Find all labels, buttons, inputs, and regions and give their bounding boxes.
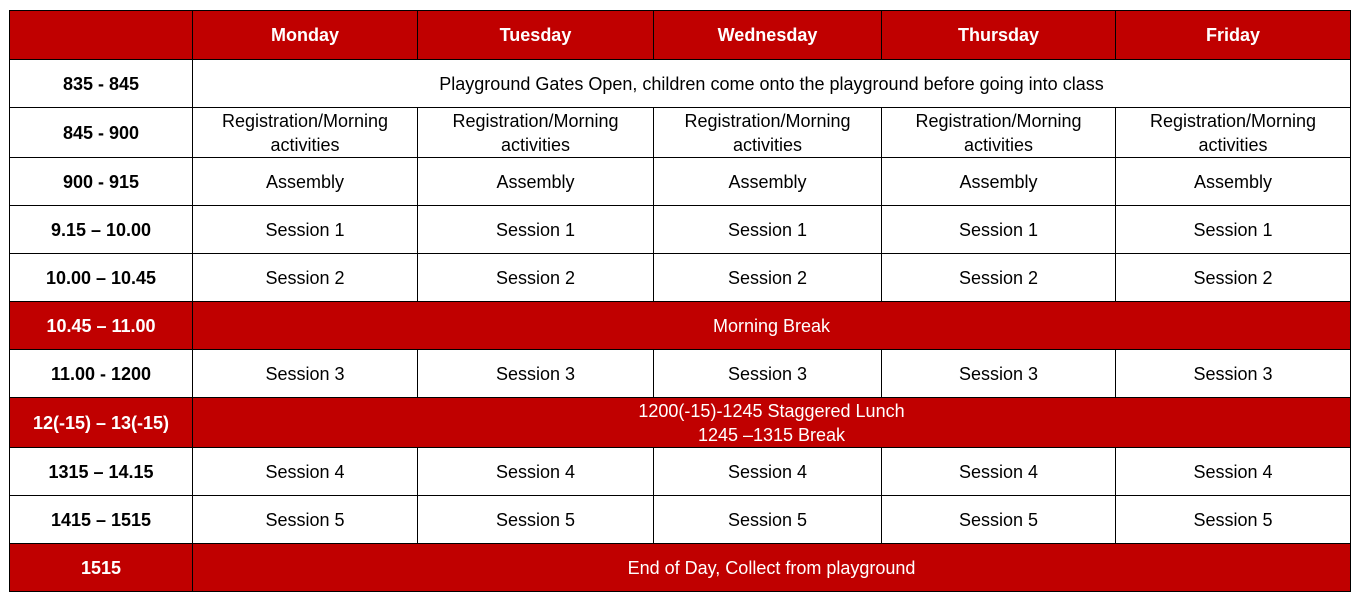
- activity-cell: Session 3: [882, 350, 1116, 398]
- activity-cell: Session 1: [193, 206, 418, 254]
- span-line: 1245 –1315 Break: [697, 424, 846, 445]
- activity-cell: Session 4: [654, 448, 882, 496]
- activity-cell: Session 1: [1116, 206, 1351, 254]
- activity-line: activities: [732, 134, 803, 155]
- header-corner: [10, 11, 193, 60]
- table-row: [10, 254, 1351, 302]
- span-line: 1200(-15)-1245 Staggered Lunch: [638, 400, 905, 421]
- span-cell: Morning Break: [193, 302, 1351, 350]
- header-thursday: Thursday: [882, 11, 1116, 60]
- activity-cell: Session 2: [1116, 254, 1351, 302]
- activity-line: activities: [963, 134, 1034, 155]
- header-tuesday: Tuesday: [418, 11, 654, 60]
- activity-cell: Session 2: [193, 254, 418, 302]
- activity-cell: Session 2: [418, 254, 654, 302]
- header-wednesday: Wednesday: [654, 11, 882, 60]
- time-cell: 10.00 – 10.45: [10, 254, 193, 302]
- activity-cell: Session 1: [418, 206, 654, 254]
- table-row: [10, 108, 1351, 158]
- activity-cell: [654, 108, 882, 158]
- table-row: [10, 448, 1351, 496]
- activity-cell: Session 3: [193, 350, 418, 398]
- activity-line: activities: [500, 134, 571, 155]
- time-cell: 1315 – 14.15: [10, 448, 193, 496]
- school-timetable: [9, 10, 1351, 592]
- activity-cell: [1116, 108, 1351, 158]
- time-cell: 845 - 900: [10, 108, 193, 158]
- activity-line: Registration/Morning: [221, 110, 389, 131]
- activity-cell: [193, 108, 418, 158]
- header-monday: Monday: [193, 11, 418, 60]
- activity-line: Registration/Morning: [1149, 110, 1317, 131]
- activity-line: activities: [270, 134, 340, 155]
- activity-cell: [418, 108, 654, 158]
- activity-line: Registration/Morning: [915, 110, 1082, 131]
- table-row-break: [10, 398, 1351, 448]
- span-cell: End of Day, Collect from playground: [193, 544, 1351, 592]
- activity-cell: Assembly: [1116, 158, 1351, 206]
- table-row: [10, 350, 1351, 398]
- time-cell: 1415 – 1515: [10, 496, 193, 544]
- table-row: [10, 158, 1351, 206]
- header-friday: Friday: [1116, 11, 1351, 60]
- activity-cell: Assembly: [654, 158, 882, 206]
- activity-cell: Session 3: [1116, 350, 1351, 398]
- time-cell: 11.00 - 1200: [10, 350, 193, 398]
- activity-cell: Session 5: [193, 496, 418, 544]
- activity-cell: Session 5: [1116, 496, 1351, 544]
- table-row: [10, 496, 1351, 544]
- time-cell: 835 - 845: [10, 60, 193, 108]
- time-cell: 900 - 915: [10, 158, 193, 206]
- activity-cell: Session 3: [418, 350, 654, 398]
- table-row: [10, 60, 1351, 108]
- activity-cell: Session 4: [193, 448, 418, 496]
- activity-cell: Session 2: [654, 254, 882, 302]
- table-row-break: [10, 302, 1351, 350]
- activity-cell: Assembly: [882, 158, 1116, 206]
- span-cell: [193, 398, 1351, 448]
- activity-cell: Session 5: [882, 496, 1116, 544]
- time-cell: 12(-15) – 13(-15): [10, 398, 193, 448]
- table-row-break: [10, 544, 1351, 592]
- activity-cell: Assembly: [193, 158, 418, 206]
- activity-cell: Assembly: [418, 158, 654, 206]
- activity-line: Registration/Morning: [684, 110, 851, 131]
- activity-cell: Session 4: [1116, 448, 1351, 496]
- activity-cell: [882, 108, 1116, 158]
- activity-cell: Session 4: [418, 448, 654, 496]
- activity-cell: Session 1: [882, 206, 1116, 254]
- time-cell: 9.15 – 10.00: [10, 206, 193, 254]
- table-row: [10, 206, 1351, 254]
- span-cell: Playground Gates Open, children come onto the playground before going into class: [193, 60, 1351, 108]
- activity-cell: Session 1: [654, 206, 882, 254]
- activity-cell: Session 3: [654, 350, 882, 398]
- activity-cell: Session 4: [882, 448, 1116, 496]
- time-cell: 10.45 – 11.00: [10, 302, 193, 350]
- activity-line: activities: [1198, 134, 1268, 155]
- header-row: [10, 11, 1351, 60]
- activity-cell: Session 5: [654, 496, 882, 544]
- activity-cell: Session 5: [418, 496, 654, 544]
- time-cell: 1515: [10, 544, 193, 592]
- activity-line: Registration/Morning: [452, 110, 619, 131]
- activity-cell: Session 2: [882, 254, 1116, 302]
